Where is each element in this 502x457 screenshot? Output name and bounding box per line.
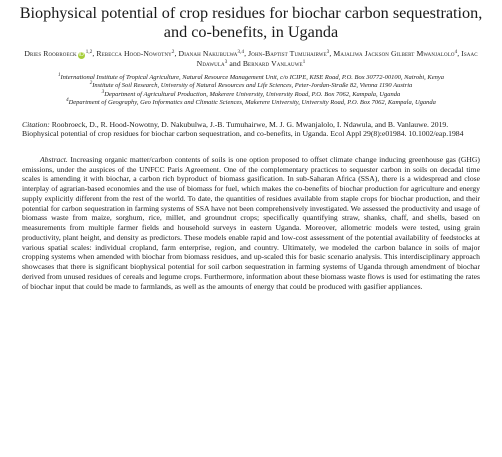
citation bbox=[22, 120, 480, 139]
author: Isaac Ndawula$^3$ bbox=[196, 49, 478, 68]
author-list: Dries Roobroeck iD $^{1,2}$, Rebecca Hood-Nowotny$^2$, Dianah Nakubulwa$^{3,4}$, John-Baptist Tumuhairwe$^3$, Majaliwa Jackson Gilbert Mwanjalolo$^4$, Isaac Ndawula$^3$ and Bernard Vanlauwe$^1$ bbox=[24, 49, 478, 68]
paper-page bbox=[0, 4, 502, 457]
abstract-label: Abstract. bbox=[40, 154, 68, 164]
abstract bbox=[22, 155, 480, 292]
affiliation: $^2$Institute of Soil Research, University of Natural Resources and Life Sciences, Peter-Jordan-Straße 82, Vienna 1190 Austria bbox=[89, 81, 413, 90]
citation-label: Citation: bbox=[22, 119, 50, 129]
author: Dries Roobroeck iD $^{1,2}$ bbox=[24, 49, 93, 58]
orcid-icon[interactable]: iD bbox=[78, 52, 84, 58]
author: Dianah Nakubulwa$^{3,4}$ bbox=[178, 49, 245, 58]
affiliation: $^1$International Institute of Tropical Agriculture, Natural Resource Management Unit, c/o ICIPE, KISE Road, P.O. Box 30772-00100, Nairobi, Kenya bbox=[57, 73, 445, 81]
paper-title: Biophysical potential of crop residues for biochar carbon sequestration, and co-benefits, in Uganda bbox=[19, 4, 483, 41]
abstract-text: Increasing organic matter/carbon contents of soils is one option proposed to offset climate change inducing greenhouse gas (GHG) emissions, under the auspices of the UNFCC Paris Agreement. One of the complementary practices to sequester carbon in soils on decadal time scales is amending it with biochar, a carbon rich byproduct of biomass gasification. In sub-Saharan Africa (SSA), there is a widespread and close interplay of agrarian-based economies and the use of biomass for fuel, which makes the co-benefits of biochar production for agriculture and energy supply explicitly different from the rest of the world. To date, the quantities of residues available from staple crops for biochar production, and their potential for carbon sequestration in farming systems of SSA have not been comprehensively investigated. We assessed the productivity and usage of biomass waste from maize, sorghum, rice, millet, and groundnut crops; specifically quantifying straw, shanks, chaff, and shells, based on measurements from multiple farmer fields and household surveys in eastern Uganda. Moreover, allometric models were tested, using grain productivity, plant height, and density as predictors. These models enable rapid and low-cost assessment of the potential availability of feedstocks at various spatial scales: individual cropland, farm enterprise, region, and country. Ultimately, we modeled the carbon balance in soils of major cropping systems when amended with biochar from biomass residues, and up-scaled this for basic scenario analysis. This interdisciplinary approach showcases that there is significant biophysical potential for soil carbon sequestration in farming systems of Uganda through amendment of biochar derived from unused residues of cereals and legume crops. Furthermore, information about these biomass waste flows is used for estimating the rates of biochar input that could be made to farmlands, as well as the amounts of energy that could be produced with gasifier appliances. bbox=[22, 154, 480, 291]
affiliation-list bbox=[14, 74, 488, 108]
author: Majaliwa Jackson Gilbert Mwanjalolo$^4$ bbox=[333, 49, 458, 58]
affiliation: $^4$Department of Geography, Geo Informatics and Climatic Sciences, Makerere University, University Road, P.O. Box 7062, Kampala, Uganda bbox=[66, 98, 436, 107]
affiliation: $^3$Department of Agricultural Production, Makerere University, University Road, P.O. Box 7062, Kampala, Uganda bbox=[101, 89, 401, 98]
citation-text: Roobroeck, D., R. Hood-Nowotny, D. Nakubulwa, J.-B. Tumuhairwe, M. J. G. Mwanjalolo, I. Ndawula, and B. Vanlauwe. 2019. Biophysical potential of crop residues for biochar carbon sequestration, and co-benefits, in Uganda. Ecol Appl 29(8):e01984. 10.1002/eap.1984 bbox=[22, 119, 464, 139]
author: John-Baptist Tumuhairwe$^3$ bbox=[248, 49, 330, 58]
author: Bernard Vanlauwe$^1$ bbox=[242, 59, 306, 68]
author: Rebecca Hood-Nowotny$^2$ bbox=[96, 49, 175, 58]
